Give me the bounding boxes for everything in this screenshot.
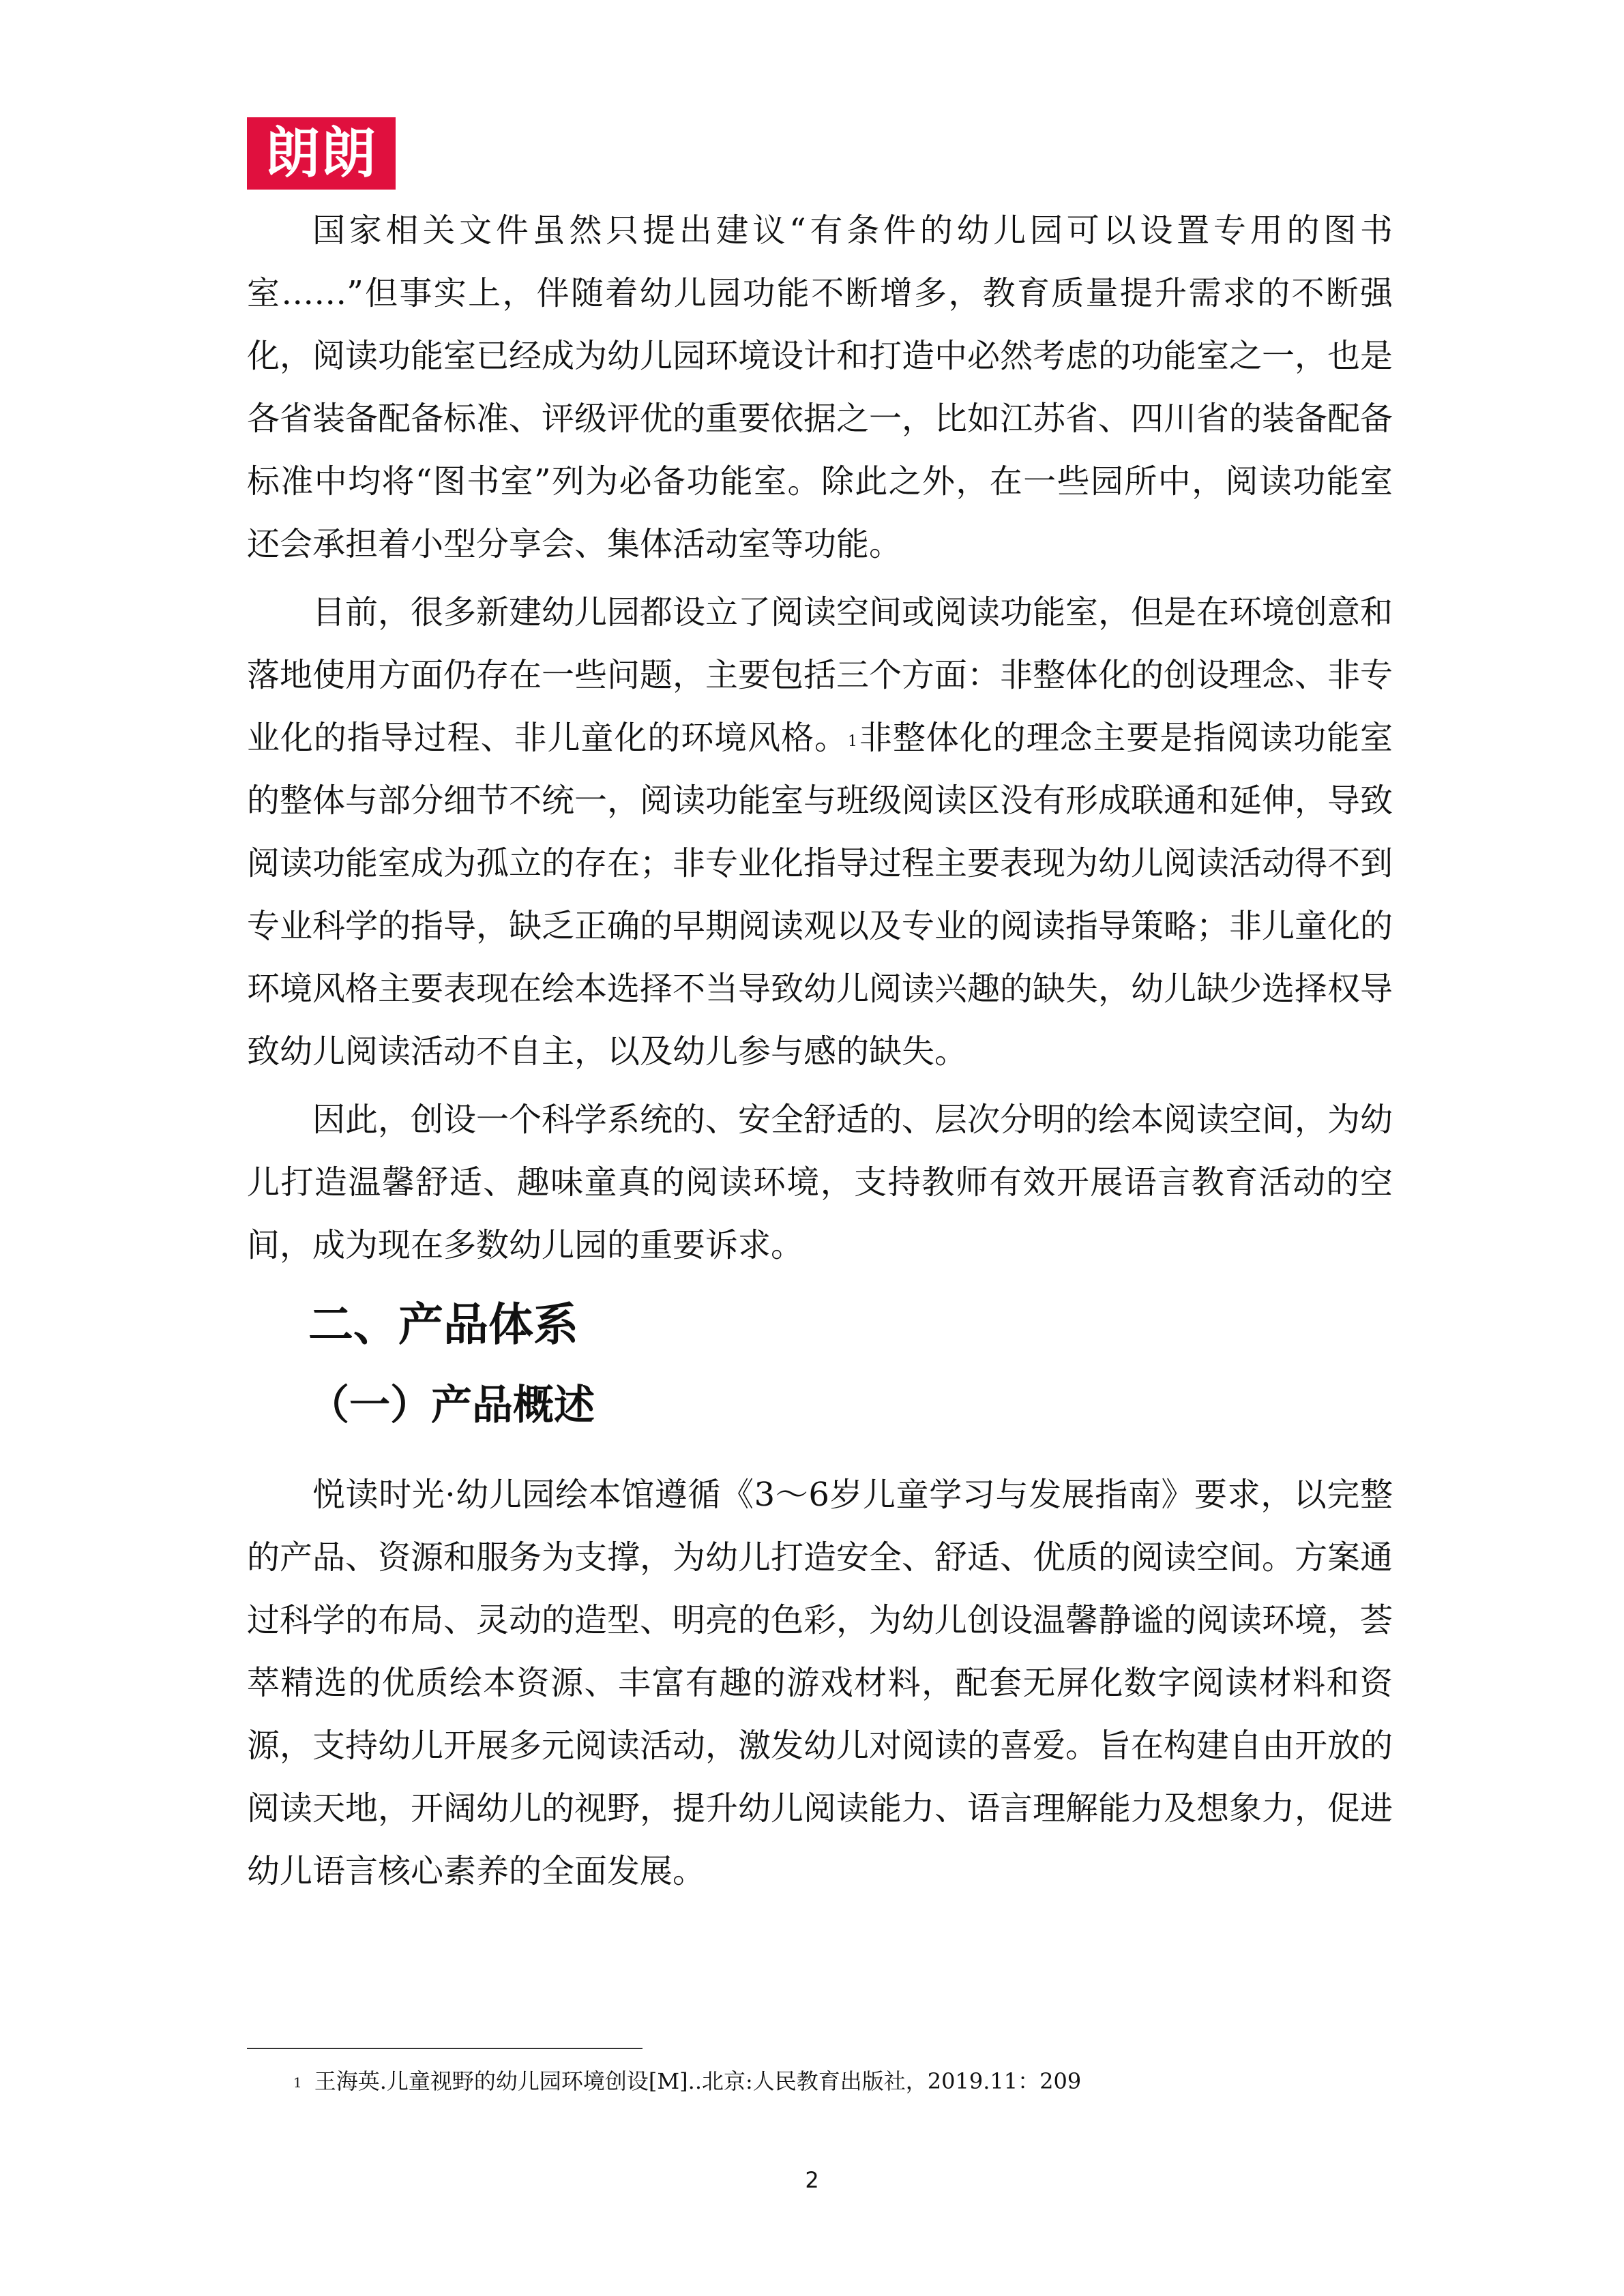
paragraph-problems-part-a: 目前，很多新建幼儿园都设立了阅读空间或阅读功能室，但是在环境创意和落地使用方面仍存在一些问题，主要包括三个方面：非整体化的创设理念、非专业化的指导过程、非儿童化的环境风格。: [247, 593, 1393, 757]
paragraph-product-overview: 悦读时光·幼儿园绘本馆遵循《3～6岁儿童学习与发展指南》要求，以完整的产品、资源和服务为支撑，为幼儿打造安全、舒适、优质的阅读空间。方案通过科学的布局、灵动的造型、明亮的色彩，为幼儿创设温馨静谧的阅读环境，荟萃精选的优质绘本资源、丰富有趣的游戏材料，配套无屏化数字阅读材料和资源，支持幼儿开展多元阅读活动，激发幼儿对阅读的喜爱。旨在构建自由开放的阅读天地，开阔幼儿的视野，提升幼儿阅读能力、语言理解能力及想象力，促进幼儿语言核心素养的全面发展。: [247, 1476, 1393, 1890]
footnote-divider: [247, 2048, 643, 2049]
footnote-number: 1: [293, 2074, 302, 2091]
footnote-reference[interactable]: 1: [847, 733, 857, 750]
subsection-heading: （一）产品概述: [308, 1382, 595, 1429]
document-body: [247, 199, 1393, 1903]
page-number: 2: [805, 2167, 819, 2193]
paragraph-intro: 国家相关文件虽然只提出建议“有条件的幼儿园可以设置专用的图书室……”但事实上，伴随着幼儿园功能不断增多，教育质量提升需求的不断强化，阅读功能室已经成为幼儿园环境设计和打造中必然考虑的功能室之一，也是各省装备配备标准、评级评优的重要依据之一，比如江苏省、四川省的装备配备标准中均将“图书室”列为必备功能室。除此之外，在一些园所中，阅读功能室还会承担着小型分享会、集体活动室等功能。: [247, 211, 1393, 563]
footnote-text: 王海英.儿童视野的幼儿园环境创设[M]..北京:人民教育出版社，2019.11：209: [314, 2068, 1082, 2094]
paragraph-problems: [247, 581, 1393, 1083]
paragraph-conclusion: 因此，创设一个科学系统的、安全舒适的、层次分明的绘本阅读空间，为幼儿打造温馨舒适、趣味童真的阅读环境，支持教师有效开展语言教育活动的空间，成为现在多数幼儿园的重要诉求。: [247, 1101, 1393, 1264]
brand-logo: 朗朗: [247, 117, 396, 190]
footnote: [293, 2066, 1081, 2096]
paragraph-problems-part-b: 非整体化的理念主要是指阅读功能室的整体与部分细节不统一，阅读功能室与班级阅读区没有形成联通和延伸，导致阅读功能室成为孤立的存在；非专业化指导过程主要表现为幼儿阅读活动得不到专业科学的指导，缺乏正确的早期阅读观以及专业的阅读指导策略；非儿童化的环境风格主要表现在绘本选择不当导致幼儿阅读兴趣的缺失，幼儿缺少选择权导致幼儿阅读活动不自主，以及幼儿参与感的缺失。: [247, 719, 1393, 1071]
section-heading: 二、产品体系: [308, 1298, 578, 1351]
